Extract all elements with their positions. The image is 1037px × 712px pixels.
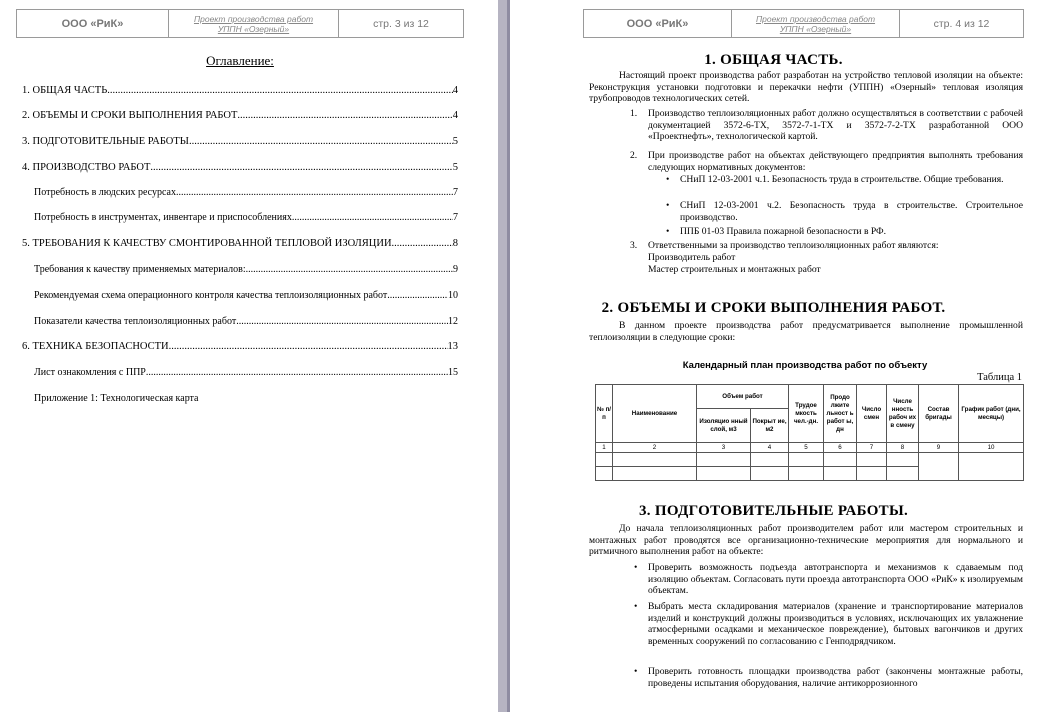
list-number: 2.	[630, 150, 638, 161]
table-title: Календарный план производства работ по объекту	[682, 360, 928, 371]
table-cell: 4	[751, 443, 789, 453]
col-header-volume: Объем работ	[697, 385, 789, 409]
toc-entry-page: 12	[448, 316, 458, 327]
document-page-3	[0, 0, 498, 712]
table-cell: 2	[613, 443, 697, 453]
table-cell: 6	[824, 443, 857, 453]
toc-entry-label: Рекомендуемая схема операционного контроля качества теплоизоляционных работ	[34, 290, 388, 301]
section-1-item: При производстве работ на объектах действующего предприятия выполнять требования следующих нормативных документов:	[648, 150, 1023, 173]
list-number: 3.	[630, 240, 638, 251]
toc-entry[interactable]	[34, 290, 458, 301]
toc-entry-label: 5. ТРЕБОВАНИЯ К КАЧЕСТВУ СМОНТИРОВАННОЙ ТЕПЛОВОЙ ИЗОЛЯЦИИ.	[22, 238, 395, 249]
col-header-crew: Состав бригады	[919, 385, 959, 443]
page-gutter	[498, 0, 510, 712]
responsible-person: Мастер строительных и монтажных работ	[648, 264, 821, 275]
header-org: ООО «РиК»	[17, 10, 169, 38]
header-page-number: стр. 3 из 12	[339, 10, 464, 38]
document-page-4	[510, 0, 1037, 712]
toc-entry-label: Приложение 1: Технологическая карта	[34, 393, 199, 404]
header-org: ООО «РиК»	[584, 10, 732, 38]
preparation-item: Проверить готовность площадки производства работ (закончены монтажные работы, проведены испытания оборудования, наличие антикоррозионного	[648, 666, 1023, 689]
bullet-icon: •	[666, 174, 670, 185]
toc-entry-page: 7	[453, 212, 458, 223]
list-number: 1.	[630, 108, 638, 119]
toc-entry-label: 1. ОБЩАЯ ЧАСТЬ	[22, 85, 108, 96]
toc-entry-page: 9	[453, 264, 458, 275]
section-3-intro: До начала теплоизоляционных работ производителем работ или мастером строительных и монтажных работ проводятся все организационно-технические мероприятия для нормального и ритмичного выполнения работ на объекте:	[589, 523, 1023, 557]
toc-entry[interactable]	[34, 367, 458, 378]
toc-entry[interactable]	[34, 264, 458, 275]
col-header-shifts: Число смен	[857, 385, 887, 443]
section-2-heading: 2. ОБЪЕМЫ И СРОКИ ВЫПОЛНЕНИЯ РАБОТ.	[601, 300, 946, 316]
toc-entry-page: 7	[453, 187, 458, 198]
toc-entry-page: 10	[448, 290, 458, 301]
section-2-intro: В данном проекте производства работ предусматривается выполнение промышленной теплоизоляции в следующие сроки:	[589, 320, 1023, 343]
toc-entry[interactable]	[34, 187, 458, 198]
norm-doc-item: ППБ 01-03 Правила пожарной безопасности в РФ.	[680, 226, 887, 237]
section-3-heading: 3. ПОДГОТОВИТЕЛЬНЫЕ РАБОТЫ.	[638, 503, 909, 519]
col-header-name: Наименование	[613, 385, 697, 443]
table-cell: 5	[789, 443, 824, 453]
header-project-line2: УППН «Озерный»	[217, 23, 290, 34]
toc-entry-label: Требования к качеству применяемых материалов:	[34, 264, 246, 275]
toc-entry-label: 2. ОБЪЕМЫ И СРОКИ ВЫПОЛНЕНИЯ РАБОТ	[22, 110, 238, 121]
schedule-table	[595, 384, 1024, 481]
toc-entry-page: 4	[452, 85, 458, 96]
table-row	[596, 453, 1024, 467]
bullet-icon: •	[666, 200, 670, 211]
col-header-vol-insul: Изоляцио нный слой, м3	[697, 409, 751, 443]
table-cell: 1	[596, 443, 613, 453]
toc-entry-page: 4	[452, 110, 458, 121]
toc-entry-label: Потребность в инструментах, инвентаре и приспособлениях	[34, 212, 292, 223]
section-1-item: Производство теплоизоляционных работ должно осуществляться в соответствии с рабочей документацией 3572-6-ТХ, 3572-7-1-ТХ и 3572-7-2-ТХ разработанной ООО «Проектнефть», технологической картой.	[648, 108, 1023, 142]
toc-entry-page: 15	[448, 367, 458, 378]
col-header-workers: Числе нность рабоч их в смену	[887, 385, 919, 443]
section-1-item: Ответственными за производство теплоизоляционных работ являются:	[648, 240, 939, 251]
toc-entry-page: 8	[452, 238, 458, 249]
header-page-number: стр. 4 из 12	[900, 10, 1024, 38]
preparation-item: Выбрать места складирования материалов (хранение и транспортирование материалов изделий и конструкций должны производиться в условиях, исключающих их увлажнение атмосферными осадками и механическое повреждение), бытовых вагончиков и других временных сооружений по согласованию с Генподрядчиком.	[648, 601, 1023, 647]
table-cell: 3	[697, 443, 751, 453]
toc-entry[interactable]	[22, 85, 458, 96]
toc-entry-page: 13	[447, 341, 458, 352]
col-header-vol-cover: Покрыт ие, м2	[751, 409, 789, 443]
toc-entry-label: Лист ознакомления с ППР	[34, 367, 146, 378]
toc-entry[interactable]	[34, 316, 458, 327]
toc-title: Оглавление:	[206, 53, 274, 68]
toc-entry-label: Потребность в людских ресурсах	[34, 187, 176, 198]
table-cell: 9	[919, 443, 959, 453]
bullet-icon: •	[634, 601, 638, 612]
col-header-num: № п/ п	[596, 385, 613, 443]
table-cell: 10	[959, 443, 1024, 453]
toc-entry-page: 5	[452, 162, 458, 173]
header-project	[732, 10, 900, 38]
bullet-icon: •	[634, 562, 638, 573]
toc-entry-label: 4. ПРОИЗВОДСТВО РАБОТ	[22, 162, 151, 173]
table-cell: 7	[857, 443, 887, 453]
bullet-icon: •	[666, 226, 670, 237]
toc-entry[interactable]	[22, 162, 458, 173]
page-header	[583, 9, 1024, 38]
table-index-row	[596, 443, 1024, 453]
col-header-duration: Продо лжите льност ь работ ы, дн	[824, 385, 857, 443]
col-header-labor: Трудое мкость чел.-дн.	[789, 385, 824, 443]
header-project-line1: Проект производства работ	[755, 13, 876, 24]
responsible-person: Производитель работ	[648, 252, 736, 263]
bullet-icon: •	[634, 666, 638, 677]
preparation-item: Проверить возможность подъезда автотранспорта и механизмов к сдаваемым под изоляцию объектам. Согласовать пути проезда автотранспорта ООО «РиК» к изолируемым объектам.	[648, 562, 1023, 596]
toc-entry[interactable]	[22, 110, 458, 121]
table-number: Таблица 1	[977, 372, 1022, 383]
header-project-line2: УППН «Озерный»	[779, 23, 852, 34]
toc-entry[interactable]	[34, 212, 458, 223]
toc-entry[interactable]	[22, 136, 458, 147]
section-1-heading: 1. ОБЩАЯ ЧАСТЬ.	[704, 52, 843, 68]
toc-entry[interactable]	[22, 238, 458, 249]
toc-entry-label: 3. ПОДГОТОВИТЕЛЬНЫЕ РАБОТЫ	[22, 136, 189, 147]
toc-entry-label: Показатели качества теплоизоляционных работ	[34, 316, 237, 327]
toc-entry-label: 6. ТЕХНИКА БЕЗОПАСНОСТИ	[22, 341, 169, 352]
norm-doc-item: СНиП 12-03-2001 ч.2. Безопасность труда в строительстве. Строительное производство.	[680, 200, 1023, 223]
section-1-intro: Настоящий проект производства работ разработан на устройство тепловой изоляции на объекте: Реконструкция установки подготовки и перекачки нефти (УППН) «Озерный» тепловая изоляция трубопроводов технологических сетей.	[589, 70, 1023, 104]
toc-entry-appendix[interactable]	[34, 393, 458, 404]
page-header	[16, 9, 464, 38]
header-project	[169, 10, 339, 38]
table-cell: 8	[887, 443, 919, 453]
toc-entry-page: 5	[452, 136, 458, 147]
header-project-line1: Проект производства работ	[193, 13, 314, 24]
col-header-schedule: График работ (дни, месяцы)	[959, 385, 1024, 443]
norm-doc-item: СНиП 12-03-2001 ч.1. Безопасность труда в строительстве. Общие требования.	[680, 174, 1004, 185]
toc-entry[interactable]	[22, 341, 458, 352]
